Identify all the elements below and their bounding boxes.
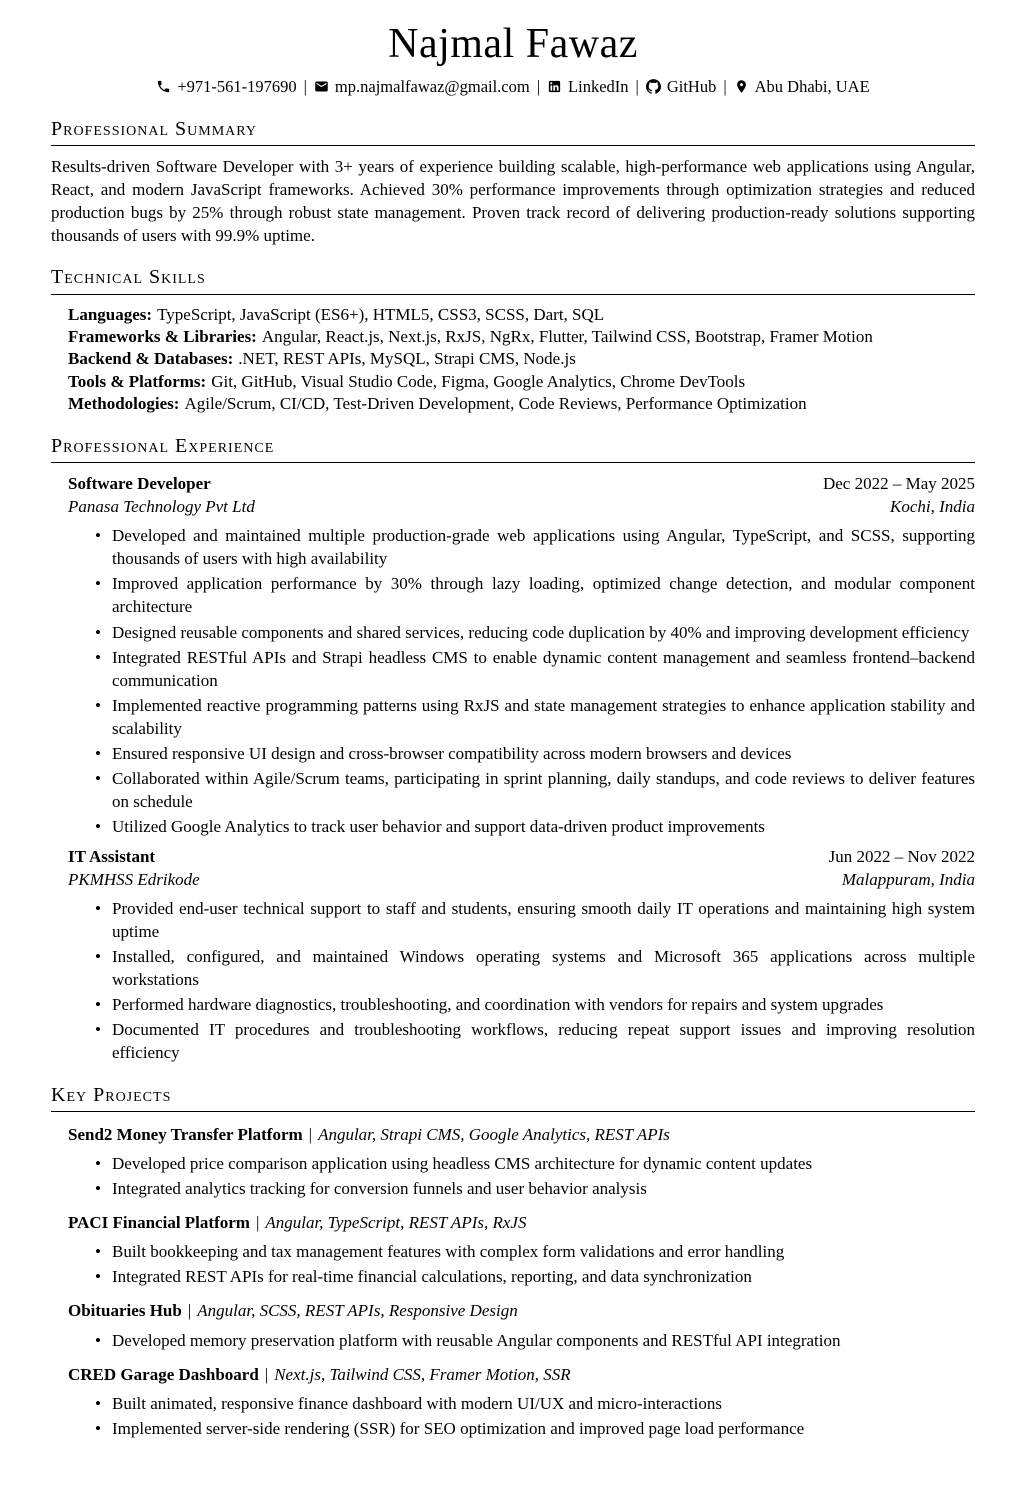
- page-title: Najmal Fawaz: [388, 21, 638, 67]
- project-send2: [68, 1123, 975, 1200]
- project-paci: [68, 1211, 975, 1288]
- job-company: PKMHSS Edrikode: [68, 869, 200, 889]
- skill-label: Tools & Platforms:: [68, 371, 207, 391]
- list-item: [95, 767, 975, 813]
- list-item: [95, 742, 975, 765]
- location-text: Abu Dhabi, UAE: [754, 77, 870, 97]
- list-item: [95, 1152, 975, 1175]
- project-separator: |: [264, 1364, 269, 1384]
- skill-value: .NET, REST APIs, MySQL, Strapi CMS, Node.js: [238, 349, 576, 369]
- project-bullet-list: [95, 1152, 975, 1200]
- contact-location: [734, 77, 870, 96]
- bullet-icon: •: [95, 574, 101, 594]
- bullet-text: Integrated REST APIs for real-time financial calculations, reporting, and data synchronization: [112, 1267, 752, 1287]
- project-name: Obituaries Hub: [68, 1301, 182, 1321]
- project-title-row: [68, 1123, 975, 1146]
- github-text: GitHub: [666, 77, 717, 97]
- phone-icon: [156, 77, 177, 96]
- project-name: Send2 Money Transfer Platform: [68, 1124, 303, 1144]
- project-name: PACI Financial Platform: [68, 1213, 250, 1233]
- project-stack: Angular, Strapi CMS, Google Analytics, REST APIs: [318, 1124, 670, 1144]
- list-item: [95, 1240, 975, 1263]
- project-cred-garage: [68, 1363, 975, 1440]
- list-item: [95, 1018, 975, 1064]
- list-item: [95, 1392, 975, 1415]
- job-bullet-list: [95, 897, 975, 1065]
- skill-label: Backend & Databases:: [68, 349, 234, 369]
- job-company: Panasa Technology Pvt Ltd: [68, 497, 255, 517]
- contact-separator: |: [303, 77, 307, 97]
- project-title-row: [68, 1299, 975, 1322]
- envelope-icon: [314, 77, 335, 96]
- bullet-text: Developed memory preservation platform with reusable Angular components and RESTful API integration: [112, 1330, 841, 1350]
- skill-label: Languages:: [68, 304, 153, 324]
- project-separator: |: [255, 1213, 260, 1233]
- bullet-text: Ensured responsive UI design and cross-browser compatibility across modern browsers and devices: [112, 744, 792, 764]
- bullet-icon: •: [95, 1393, 101, 1413]
- bullet-text: Performed hardware diagnostics, troubleshooting, and coordination with vendors for repairs and system upgrades: [112, 995, 884, 1015]
- list-item: [95, 1329, 975, 1352]
- section-projects: [51, 1082, 975, 1440]
- job-header: [68, 472, 975, 495]
- project-obituaries-hub: [68, 1299, 975, 1351]
- section-heading-projects: Key Projects: [51, 1082, 975, 1112]
- skill-value: Agile/Scrum, CI/CD, Test-Driven Development, Code Reviews, Performance Optimization: [184, 394, 807, 414]
- section-experience: [51, 433, 975, 1065]
- bullet-text: Provided end-user technical support to staff and students, ensuring smooth daily IT operations and maintaining high system uptime: [112, 898, 975, 941]
- skill-row-backend: [68, 348, 975, 370]
- summary-paragraph: Results-driven Software Developer with 3+ years of experience building scalable, high-performance web applications using Angular, React, and modern JavaScript frameworks. Achieved 30% performance improvements through optimization strategies and reduced production bugs by 25% through robust state management. Proven track record of delivering production-ready solutions supporting thousands of users with 99.9% uptime.: [51, 156, 975, 246]
- contact-github-link[interactable]: [646, 77, 717, 96]
- project-bullet-list: [95, 1240, 975, 1288]
- section-heading-summary: Professional Summary: [51, 116, 975, 146]
- linkedin-icon: [547, 77, 568, 96]
- bullet-text: Implemented reactive programming patterns using RxJS and state management strategies to enhance application stability and scalability: [112, 695, 975, 739]
- job-dates: Dec 2022 – May 2025: [822, 473, 975, 493]
- section-heading-experience: Professional Experience: [51, 433, 975, 463]
- bullet-icon: •: [95, 769, 101, 789]
- contact-separator: |: [635, 77, 639, 97]
- job-dates: Jun 2022 – Nov 2022: [828, 846, 975, 866]
- job-subheader: [68, 495, 975, 518]
- job-location: Kochi, India: [890, 497, 975, 517]
- email-text: mp.najmalfawaz@gmail.com: [334, 77, 530, 97]
- list-item: [95, 945, 975, 991]
- project-bullet-list: [95, 1392, 975, 1440]
- list-item: [95, 646, 975, 692]
- list-item: [95, 993, 975, 1016]
- location-pin-icon: [734, 77, 755, 96]
- bullet-text: Developed price comparison application using headless CMS architecture for dynamic content updates: [112, 1153, 813, 1173]
- job-subheader: [68, 868, 975, 891]
- bullet-text: Installed, configured, and maintained Windows operating systems and Microsoft 365 applications across multiple workstations: [112, 947, 975, 990]
- skill-label: Methodologies:: [68, 394, 180, 414]
- bullet-text: Implemented server-side rendering (SSR) for SEO optimization and improved page load performance: [112, 1418, 805, 1438]
- list-item: [95, 1177, 975, 1200]
- job-it-assistant: [68, 845, 975, 1065]
- bullet-icon: •: [95, 744, 101, 764]
- bullet-icon: •: [95, 622, 101, 642]
- job-title: Software Developer: [68, 473, 211, 493]
- list-item: [95, 621, 975, 644]
- bullet-icon: •: [95, 1178, 101, 1198]
- bullet-icon: •: [95, 995, 101, 1015]
- list-item: [95, 1265, 975, 1288]
- contact-linkedin-link[interactable]: [547, 77, 628, 96]
- job-title: IT Assistant: [68, 846, 156, 866]
- project-title-row: [68, 1211, 975, 1234]
- job-header: [68, 845, 975, 868]
- skill-value: Git, GitHub, Visual Studio Code, Figma, Google Analytics, Chrome DevTools: [211, 371, 746, 391]
- section-summary: [51, 116, 975, 248]
- contact-line: [51, 76, 975, 98]
- bullet-text: Integrated analytics tracking for conversion funnels and user behavior analysis: [112, 1178, 647, 1198]
- list-item: [95, 897, 975, 943]
- bullet-icon: •: [95, 526, 101, 546]
- linkedin-text: LinkedIn: [568, 77, 629, 97]
- project-separator: |: [187, 1301, 192, 1321]
- project-stack: Angular, TypeScript, REST APIs, RxJS: [265, 1213, 527, 1233]
- list-item: [95, 524, 975, 570]
- list-item: [95, 694, 975, 740]
- bullet-icon: •: [95, 1153, 101, 1173]
- skills-list: [68, 304, 975, 416]
- bullet-text: Collaborated within Agile/Scrum teams, participating in sprint planning, daily standups, and code reviews to deliver features on schedule: [112, 769, 975, 812]
- job-location: Malappuram, India: [841, 869, 975, 889]
- bullet-icon: •: [95, 1267, 101, 1287]
- list-item: [95, 1417, 975, 1440]
- skill-row-frameworks: [68, 326, 975, 348]
- list-item: [95, 572, 975, 618]
- bullet-text: Documented IT procedures and troubleshooting workflows, reducing repeat support issues and improving resolution efficiency: [112, 1020, 975, 1063]
- bullet-text: Utilized Google Analytics to track user behavior and support data-driven product improvements: [112, 817, 765, 837]
- phone-text: +971-561-197690: [177, 77, 297, 97]
- bullet-text: Built bookkeeping and tax management features with complex form validations and error handling: [112, 1242, 785, 1262]
- project-title-row: [68, 1363, 975, 1386]
- section-skills: [51, 264, 975, 415]
- bullet-text: Designed reusable components and shared services, reducing code duplication by 40% and improving development efficiency: [112, 622, 970, 642]
- bullet-text: Integrated RESTful APIs and Strapi headless CMS to enable dynamic content management and seamless frontend–backend communication: [112, 647, 975, 690]
- project-stack: Next.js, Tailwind CSS, Framer Motion, SSR: [274, 1364, 571, 1384]
- skill-label: Frameworks & Libraries:: [68, 326, 257, 346]
- bullet-text: Built animated, responsive finance dashboard with modern UI/UX and micro-interactions: [112, 1393, 722, 1413]
- bullet-icon: •: [95, 947, 101, 966]
- contact-phone[interactable]: [156, 77, 296, 96]
- bullet-text: Improved application performance by 30% through lazy loading, optimized change detection, and modular component architecture: [112, 574, 975, 617]
- bullet-icon: •: [95, 1020, 101, 1040]
- contact-email[interactable]: [314, 77, 530, 96]
- bullet-icon: •: [95, 898, 101, 918]
- project-separator: |: [308, 1124, 313, 1144]
- job-software-developer: [68, 472, 975, 839]
- project-name: CRED Garage Dashboard: [68, 1364, 259, 1384]
- bullet-icon: •: [95, 817, 101, 837]
- bullet-icon: •: [95, 647, 101, 667]
- bullet-icon: •: [95, 1418, 101, 1438]
- bullet-icon: •: [95, 695, 101, 715]
- skill-row-languages: [68, 304, 975, 326]
- bullet-text: Developed and maintained multiple production-grade web applications using Angular, TypeScript, and SCSS, supporting thousands of users with high availability: [112, 526, 975, 569]
- skill-row-tools: [68, 371, 975, 393]
- contact-separator: |: [723, 77, 727, 97]
- skill-value: Angular, React.js, Next.js, RxJS, NgRx, Flutter, Tailwind CSS, Bootstrap, Framer Motion: [261, 326, 873, 346]
- list-item: [95, 815, 975, 838]
- project-stack: Angular, SCSS, REST APIs, Responsive Design: [197, 1301, 518, 1321]
- github-icon: [646, 77, 667, 96]
- contact-separator: |: [536, 77, 541, 97]
- bullet-icon: •: [95, 1242, 101, 1262]
- bullet-icon: •: [95, 1330, 101, 1350]
- project-bullet-list: [95, 1329, 975, 1352]
- job-bullet-list: [95, 524, 975, 838]
- skill-row-methodologies: [68, 393, 975, 415]
- skill-value: TypeScript, JavaScript (ES6+), HTML5, CSS3, SCSS, Dart, SQL: [157, 304, 605, 324]
- section-heading-skills: Technical Skills: [51, 264, 975, 294]
